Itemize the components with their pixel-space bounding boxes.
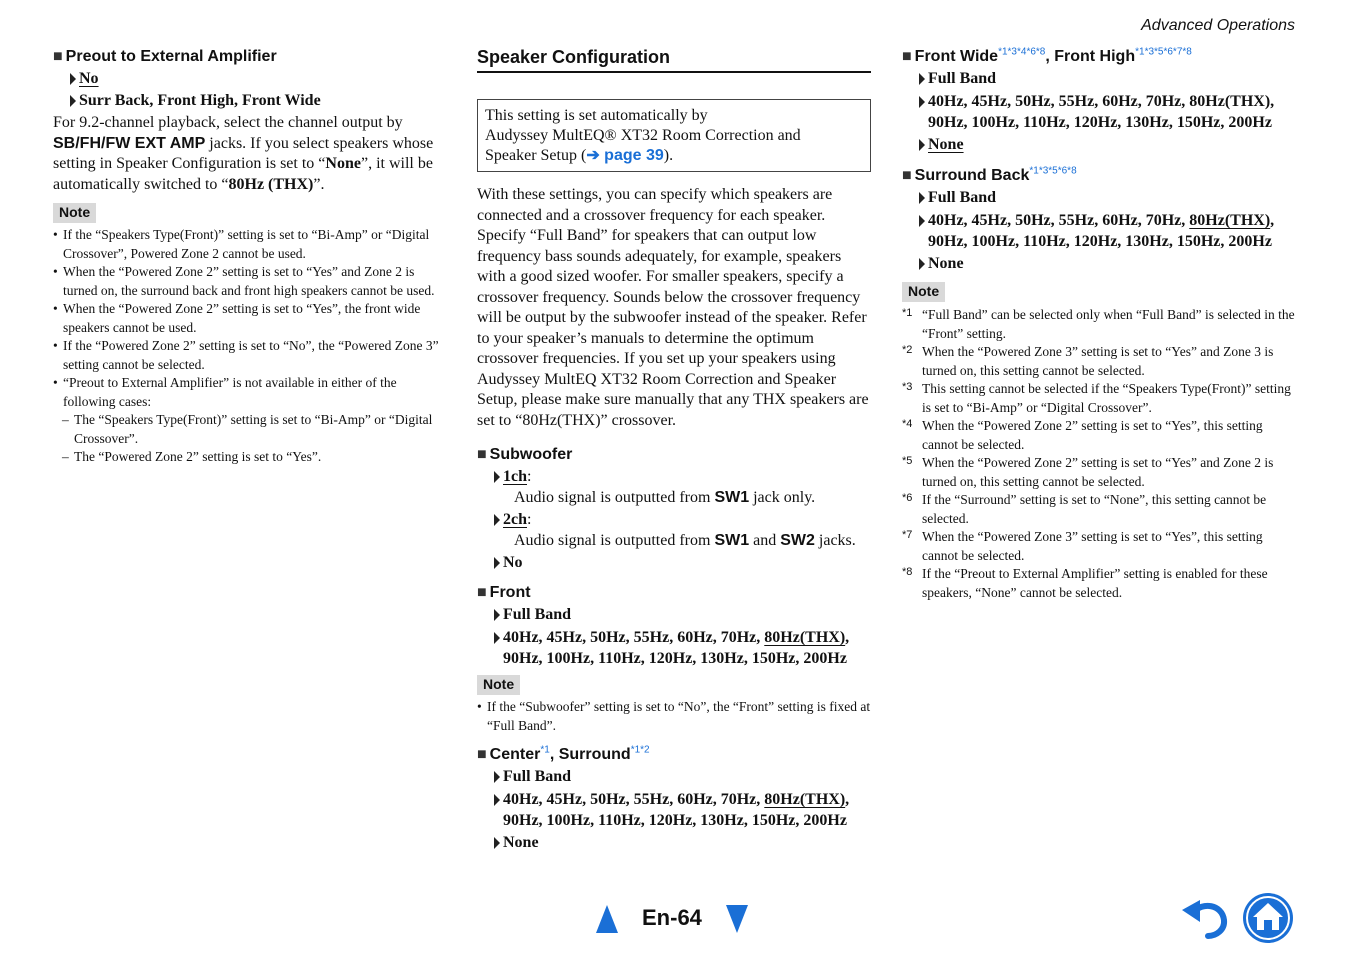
note-item: • If the “Powered Zone 2” setting is set to “No”, the “Powered Zone 3” setting cannot be selected. [53, 337, 445, 374]
square-bullet-icon: ■ [477, 446, 487, 463]
option-arrow-icon [494, 837, 500, 849]
option-no: No [53, 68, 445, 89]
section-heading-front: ■ Front [477, 584, 531, 601]
option-none: None [477, 832, 871, 853]
page-link[interactable]: ➔ page 39 [586, 147, 664, 164]
auto-setting-box: This setting is set automatically by Audyssey MultEQ® XT32 Room Correction and Speaker Setup (➔ page 39). [477, 99, 871, 172]
footnote: *8 If the “Preout to External Amplifier” setting is enabled for these speakers, “None” cannot be selected. [902, 566, 1268, 600]
option-frequencies: 40Hz, 45Hz, 50Hz, 55Hz, 60Hz, 70Hz, 80Hz(THX), 90Hz, 100Hz, 110Hz, 120Hz, 130Hz, 150Hz, 200Hz [477, 627, 871, 669]
note-item: • When the “Powered Zone 2” setting is set to “Yes”, the front wide speakers cannot be used. [53, 300, 445, 337]
option-full-band: Full Band [902, 187, 1296, 208]
footnote: *7 When the “Powered Zone 3” setting is set to “Yes”, this setting cannot be selected. [902, 529, 1263, 563]
option-frequencies: 40Hz, 45Hz, 50Hz, 55Hz, 60Hz, 70Hz, 80Hz(THX), 90Hz, 100Hz, 110Hz, 120Hz, 130Hz, 150Hz, 200Hz [477, 789, 871, 831]
square-bullet-icon: ■ [902, 167, 912, 184]
footnote: *4 When the “Powered Zone 2” setting is set to “Yes”, this setting cannot be selected. [902, 418, 1263, 452]
option-arrow-icon [919, 192, 925, 204]
option-none: None [902, 134, 1296, 155]
back-icon[interactable] [1180, 896, 1230, 940]
note-label: Note [477, 675, 520, 695]
column-right [902, 46, 1296, 602]
note-list [53, 226, 445, 467]
next-page-icon[interactable] [726, 905, 748, 933]
option-frequencies: 40Hz, 45Hz, 50Hz, 55Hz, 60Hz, 70Hz, 80Hz(THX), 90Hz, 100Hz, 110Hz, 120Hz, 130Hz, 150Hz, 200Hz [902, 210, 1296, 252]
column-left [53, 46, 445, 467]
option-none: None [902, 253, 1296, 274]
note-item: • When the “Powered Zone 2” setting is set to “Yes” and Zone 2 is turned on, the surround back and front high speakers cannot be used. [53, 263, 445, 300]
option-arrow-icon [919, 73, 925, 85]
note-subitem: – The “Speakers Type(Front)” setting is set to “Bi-Amp” or “Digital Crossover”. [62, 412, 433, 446]
previous-page-icon[interactable] [596, 905, 618, 933]
option-arrow-icon [919, 96, 925, 108]
note-list [477, 698, 871, 735]
option-arrow-icon [70, 95, 76, 107]
option-surr-back: Surr Back, Front High, Front Wide [53, 90, 445, 111]
note-item: • “Preout to External Amplifier” is not available in either of the following cases: [53, 374, 445, 411]
option-arrow-icon [494, 557, 500, 569]
square-bullet-icon: ■ [477, 746, 487, 763]
square-bullet-icon: ■ [902, 48, 912, 65]
running-header: Advanced Operations [1141, 17, 1295, 34]
home-icon[interactable] [1241, 891, 1295, 945]
option-arrow-icon [494, 794, 500, 806]
note-item: • If the “Speakers Type(Front)” setting is set to “Bi-Amp” or “Digital Crossover”, Powered Zone 2 cannot be used. [53, 226, 445, 263]
option-frequencies: 40Hz, 45Hz, 50Hz, 55Hz, 60Hz, 70Hz, 80Hz(THX), 90Hz, 100Hz, 110Hz, 120Hz, 130Hz, 150Hz, 200Hz [902, 91, 1296, 133]
page-title: Speaker Configuration [477, 46, 871, 73]
footnote: *5 When the “Powered Zone 2” setting is set to “Yes” and Zone 2 is turned on, this setting cannot be selected. [902, 455, 1274, 489]
section-heading-preout: ■ Preout to External Amplifier [53, 48, 277, 65]
section-heading-front-wide-high: ■ Front Wide$^{*1*3*4*6*8}$, Front High$^{*1*3*5*6*7*8}$ [902, 46, 1192, 65]
note-item: • If the “Subwoofer” setting is set to “No”, the “Front” setting is fixed at “Full Band”. [477, 698, 871, 735]
option-full-band: Full Band [477, 604, 871, 625]
section-heading-surround-back: ■ Surround Back$^{*1*3*5*6*8}$ [902, 165, 1077, 184]
option-arrow-icon [70, 73, 76, 85]
footnote: *2 When the “Powered Zone 3” setting is set to “Yes” and Zone 3 is turned on, this setting cannot be selected. [902, 344, 1274, 378]
square-bullet-icon: ■ [53, 48, 63, 65]
option-arrow-icon [494, 471, 500, 483]
preout-description: For 9.2-channel playback, select the channel output by SB/FH/FW EXT AMP jacks. If you select speakers whose setting in Speaker Configuration is set to “None”, it will be automatically switched to “80Hz (THX)”. [53, 114, 434, 193]
option-1ch: 1ch: [477, 466, 871, 487]
option-full-band: Full Band [477, 766, 871, 787]
note-label: Note [53, 203, 96, 223]
column-middle [477, 46, 871, 853]
footnote-list [902, 306, 1296, 602]
square-bullet-icon: ■ [477, 584, 487, 601]
note-subitem: – The “Powered Zone 2” setting is set to “Yes”. [62, 449, 322, 464]
option-1ch-desc: Audio signal is outputted from SW1 jack only. [514, 489, 816, 506]
option-arrow-icon [494, 514, 500, 526]
footnote: *6 If the “Surround” setting is set to “None”, this setting cannot be selected. [902, 492, 1267, 526]
option-arrow-icon [919, 139, 925, 151]
option-arrow-icon [919, 258, 925, 270]
option-arrow-icon [494, 771, 500, 783]
note-label: Note [902, 282, 945, 302]
option-2ch: 2ch: [477, 509, 871, 530]
section-heading-center-surround: ■ Center$^{*1}$, Surround$^{*1*2}$ [477, 744, 650, 763]
page-navigation [596, 903, 756, 937]
section-heading-subwoofer: ■ Subwoofer [477, 446, 573, 463]
option-arrow-icon [919, 215, 925, 227]
option-full-band: Full Band [902, 68, 1296, 89]
option-arrow-icon [494, 609, 500, 621]
intro-paragraph: With these settings, you can specify which speakers are connected and a crossover frequency for each speaker. Specify “Full Band” for speakers that can output low frequency bass sounds adequately, for example, speakers with a good sized woofer. For smaller speakers, specify a crossover frequency. Sounds below the crossover frequency will be output by the subwoofer instead of the speaker. Refer to your speaker’s manuals to determine the optimum crossover frequencies. If you set up your speakers using Audyssey MultEQ XT32 Room Correction and Speaker Setup, please make sure manually that any THX speakers are set to “80Hz(THX)” crossover. [477, 186, 869, 429]
footnote: *1 “Full Band” can be selected only when “Full Band” is selected in the “Front” setting. [902, 307, 1295, 341]
footnote: *3 This setting cannot be selected if the “Speakers Type(Front)” setting is set to “Bi-Amp” or “Digital Crossover”. [902, 381, 1291, 415]
option-no: No [477, 552, 871, 573]
option-2ch-desc: Audio signal is outputted from SW1 and SW2 jacks. [514, 532, 856, 549]
page-number: En-64 [642, 905, 702, 930]
option-arrow-icon [494, 632, 500, 644]
